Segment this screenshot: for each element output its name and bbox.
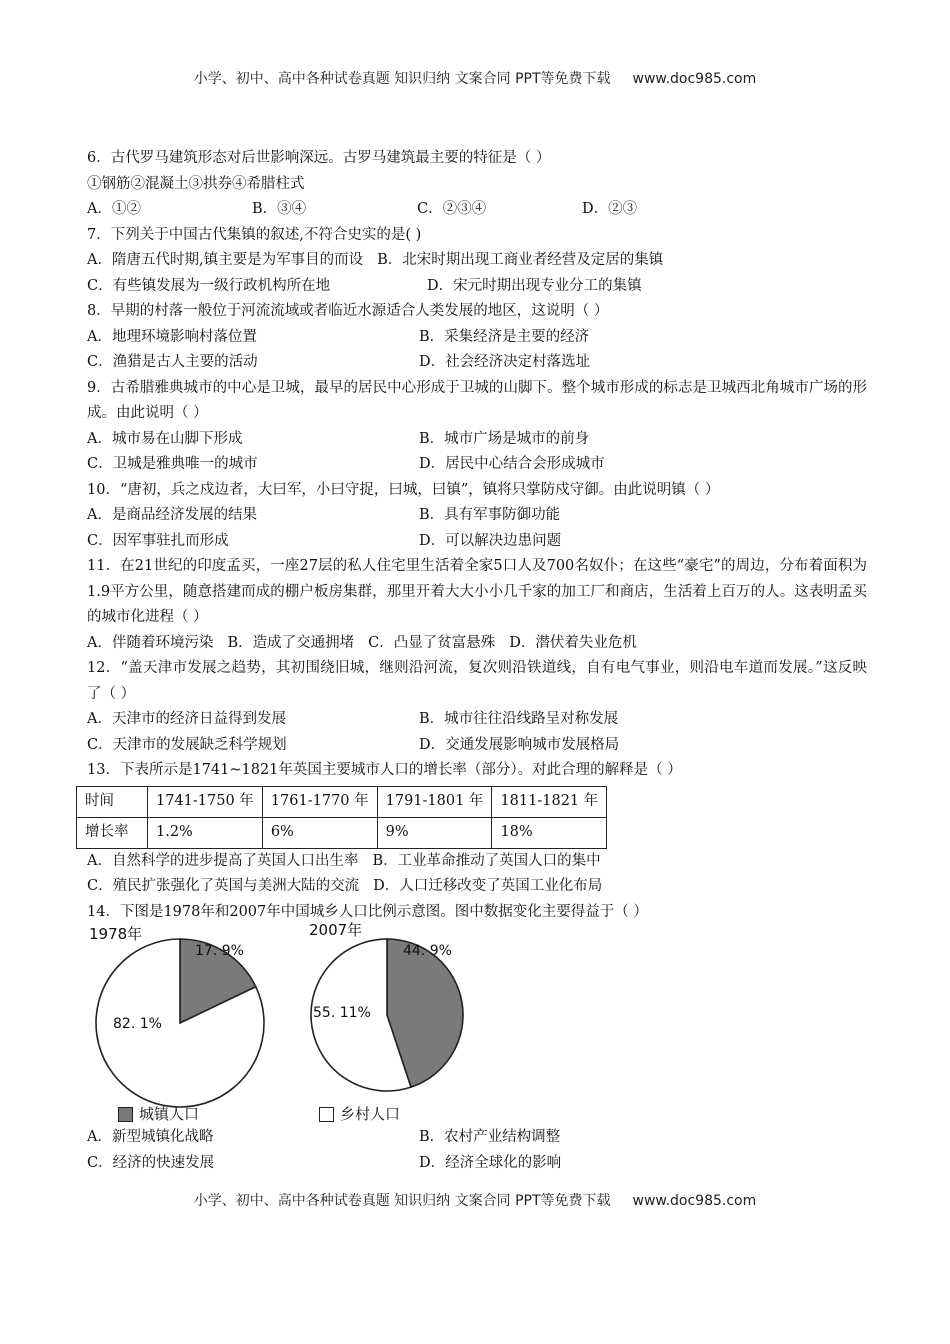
q9-options-row2 — [87, 452, 867, 478]
q13-growth-table — [76, 786, 607, 849]
legend-rural-label: 乡村人口 — [340, 1105, 401, 1123]
q13-option-b[interactable]: B．工业革命推动了英国人口的集中 — [372, 852, 601, 869]
q10-options-row1 — [87, 503, 867, 529]
q12-option-d[interactable]: D．交通发展影响城市发展格局 — [419, 736, 620, 753]
q13-stem: 13．下表所示是1741~1821年英国主要城市人口的增长率（部分）。对此合理的解释是（ ） — [87, 762, 682, 778]
table-cell: 6% — [262, 817, 377, 848]
q11-stem: 11．在21世纪的印度孟买，一座27层的私人住宅里生活着全家5口人及700名奴仆；在这些“豪宅”的周边，分布着面积为1.9平方公里，随意搭建而成的棚户板房集群，那里开着大大小小几千家的加工厂和商店，生活着上百万的人。这表明孟买的城市化进程（ ） — [87, 558, 867, 625]
q6-items: ①钢筋②混凝土③拱券④希腊柱式 — [87, 175, 305, 192]
pie-2007-urban-label: 44. 9% — [403, 943, 452, 959]
pie-1978-title: 1978年 — [89, 925, 143, 943]
q13-option-d[interactable]: D．人口迁移改变了英国工业化布局 — [373, 878, 603, 894]
q13-options-row2 — [87, 874, 867, 900]
q9-options-row1 — [87, 427, 867, 453]
q10-option-a[interactable]: A．是商品经济发展的结果 — [87, 507, 257, 523]
q12-option-b[interactable]: B．城市往往沿线路呈对称发展 — [419, 711, 619, 727]
q6-option-c[interactable]: C．②③④ — [417, 201, 487, 217]
q14-option-b[interactable]: B．农村产业结构调整 — [419, 1129, 561, 1145]
q7-options-row2 — [87, 274, 867, 300]
q10-options-row2 — [87, 529, 867, 555]
table-cell: 增长率 — [77, 817, 148, 848]
legend-rural-swatch — [319, 1107, 334, 1122]
q14-pie-charts — [87, 921, 867, 1125]
q12-option-c[interactable]: C．天津市的发展缺乏科学规划 — [87, 736, 287, 753]
q9-option-c[interactable]: C．卫城是雅典唯一的城市 — [87, 456, 258, 472]
q9-option-a[interactable]: A．城市易在山脚下形成 — [87, 430, 243, 447]
page-footer — [0, 1190, 950, 1210]
q13-option-c[interactable]: C．殖民扩张强化了英国与美洲大陆的交流 — [87, 878, 360, 894]
table-row — [77, 786, 607, 817]
table-cell: 1761-1770 年 — [262, 786, 377, 817]
q12-stem: 12．“盖天津市发展之趋势，其初围绕旧城，继则沿河流，复次则沿铁道线，自有电气事业，则沿电车道而发展。”这反映了（ ） — [87, 660, 867, 702]
q8-option-d[interactable]: D．社会经济决定村落选址 — [419, 354, 591, 370]
q12-options-row1 — [87, 707, 867, 733]
table-cell: 1811-1821 年 — [492, 786, 607, 817]
q8-option-b[interactable]: B．采集经济是主要的经济 — [419, 328, 590, 345]
q14-option-a[interactable]: A．新型城镇化战略 — [87, 1129, 214, 1145]
q10-option-d[interactable]: D．可以解决边患问题 — [419, 532, 562, 549]
q10-option-c[interactable]: C．因军事驻扎而形成 — [87, 532, 229, 549]
pie-2007-rural-label: 55. 11% — [313, 1005, 371, 1021]
q12-option-a[interactable]: A．天津市的经济日益得到发展 — [87, 711, 286, 727]
q8-options-row2 — [87, 350, 867, 376]
q6-options — [87, 197, 867, 223]
q13-options-row1 — [87, 849, 867, 875]
q8-stem: 8．早期的村落一般位于河流流域或者临近水源适合人类发展的地区，这说明（ ） — [87, 303, 609, 319]
legend-urban — [118, 1102, 199, 1128]
q7-option-a[interactable]: A．隋唐五代时期,镇主要是为军事目的而设 — [87, 252, 364, 268]
pie-1978-rural-label: 82. 1% — [113, 1016, 162, 1032]
q14-options-row1 — [87, 1125, 867, 1151]
q14-option-d[interactable]: D．经济全球化的影响 — [419, 1154, 562, 1171]
table-cell: 1791-1801 年 — [377, 786, 492, 817]
footer-site[interactable]: www.doc985.com — [632, 1193, 757, 1209]
q7-option-c[interactable]: C．有些镇发展为一级行政机构所在地 — [87, 277, 331, 294]
header-text: 小学、初中、高中各种试卷真题 知识归纳 文案合同 PPT等免费下载 — [193, 71, 611, 87]
q8-options-row1 — [87, 325, 867, 351]
q6-option-d[interactable]: D．②③ — [582, 201, 638, 217]
q11-option-d[interactable]: D．潜伏着失业危机 — [509, 634, 637, 651]
table-cell: 9% — [377, 817, 492, 848]
pie-2007-title: 2007年 — [309, 921, 363, 939]
table-row — [77, 817, 607, 848]
table-cell: 1.2% — [148, 817, 263, 848]
q14-options-row2 — [87, 1151, 867, 1177]
footer-text: 小学、初中、高中各种试卷真题 知识归纳 文案合同 PPT等免费下载 — [193, 1193, 611, 1209]
question-list — [87, 146, 867, 1176]
q7-option-d[interactable]: D．宋元时期出现专业分工的集镇 — [427, 277, 642, 294]
legend-rural — [319, 1102, 400, 1128]
legend-urban-swatch — [118, 1107, 133, 1122]
table-cell: 18% — [492, 817, 607, 848]
q10-stem: 10．“唐初，兵之戍边者，大曰军，小曰守捉，曰城，曰镇”，镇将只掌防戍守御。由此说明镇（ ） — [87, 481, 720, 498]
q12-options-row2 — [87, 733, 867, 759]
q14-option-c[interactable]: C．经济的快速发展 — [87, 1154, 215, 1171]
q11-option-a[interactable]: A．伴随着环境污染 — [87, 634, 214, 651]
legend-urban-label: 城镇人口 — [139, 1105, 200, 1123]
q8-option-a[interactable]: A．地理环境影响村落位置 — [87, 328, 257, 345]
table-cell: 时间 — [77, 786, 148, 817]
q11-option-b[interactable]: B．造成了交通拥堵 — [227, 634, 355, 651]
q8-option-c[interactable]: C．渔猎是古人主要的活动 — [87, 354, 258, 370]
q11-option-c[interactable]: C．凸显了贫富悬殊 — [368, 634, 496, 651]
page-header — [0, 68, 950, 88]
q6-stem: 6．古代罗马建筑形态对后世影响深远。古罗马建筑最主要的特征是（ ） — [87, 150, 551, 166]
q9-option-d[interactable]: D．居民中心结合会形成城市 — [419, 456, 605, 472]
q6-option-b[interactable]: B．③④ — [252, 201, 307, 217]
q7-stem: 7．下列关于中国古代集镇的叙述,不符合史实的是( ) — [87, 226, 422, 243]
q13-option-a[interactable]: A．自然科学的进步提高了英国人口出生率 — [87, 852, 359, 869]
q14-stem: 14．下图是1978年和2007年中国城乡人口比例示意图。图中数据变化主要得益于（ ） — [87, 903, 648, 920]
header-site[interactable]: www.doc985.com — [632, 71, 757, 87]
q10-option-b[interactable]: B．具有军事防御功能 — [419, 507, 561, 523]
table-cell: 1741-1750 年 — [148, 786, 263, 817]
q9-stem: 9．古希腊雅典城市的中心是卫城，最早的居民中心形成于卫城的山脚下。整个城市形成的标志是卫城西北角城市广场的形成。由此说明（ ） — [87, 379, 867, 421]
q9-option-b[interactable]: B．城市广场是城市的前身 — [419, 430, 590, 447]
q7-options-row1 — [87, 248, 867, 274]
q7-option-b[interactable]: B．北宋时期出现工商业者经营及定居的集镇 — [377, 252, 664, 268]
pie-1978-urban-label: 17. 9% — [195, 943, 244, 959]
q6-option-a[interactable]: A．①② — [87, 201, 141, 217]
q11-options — [87, 631, 867, 657]
